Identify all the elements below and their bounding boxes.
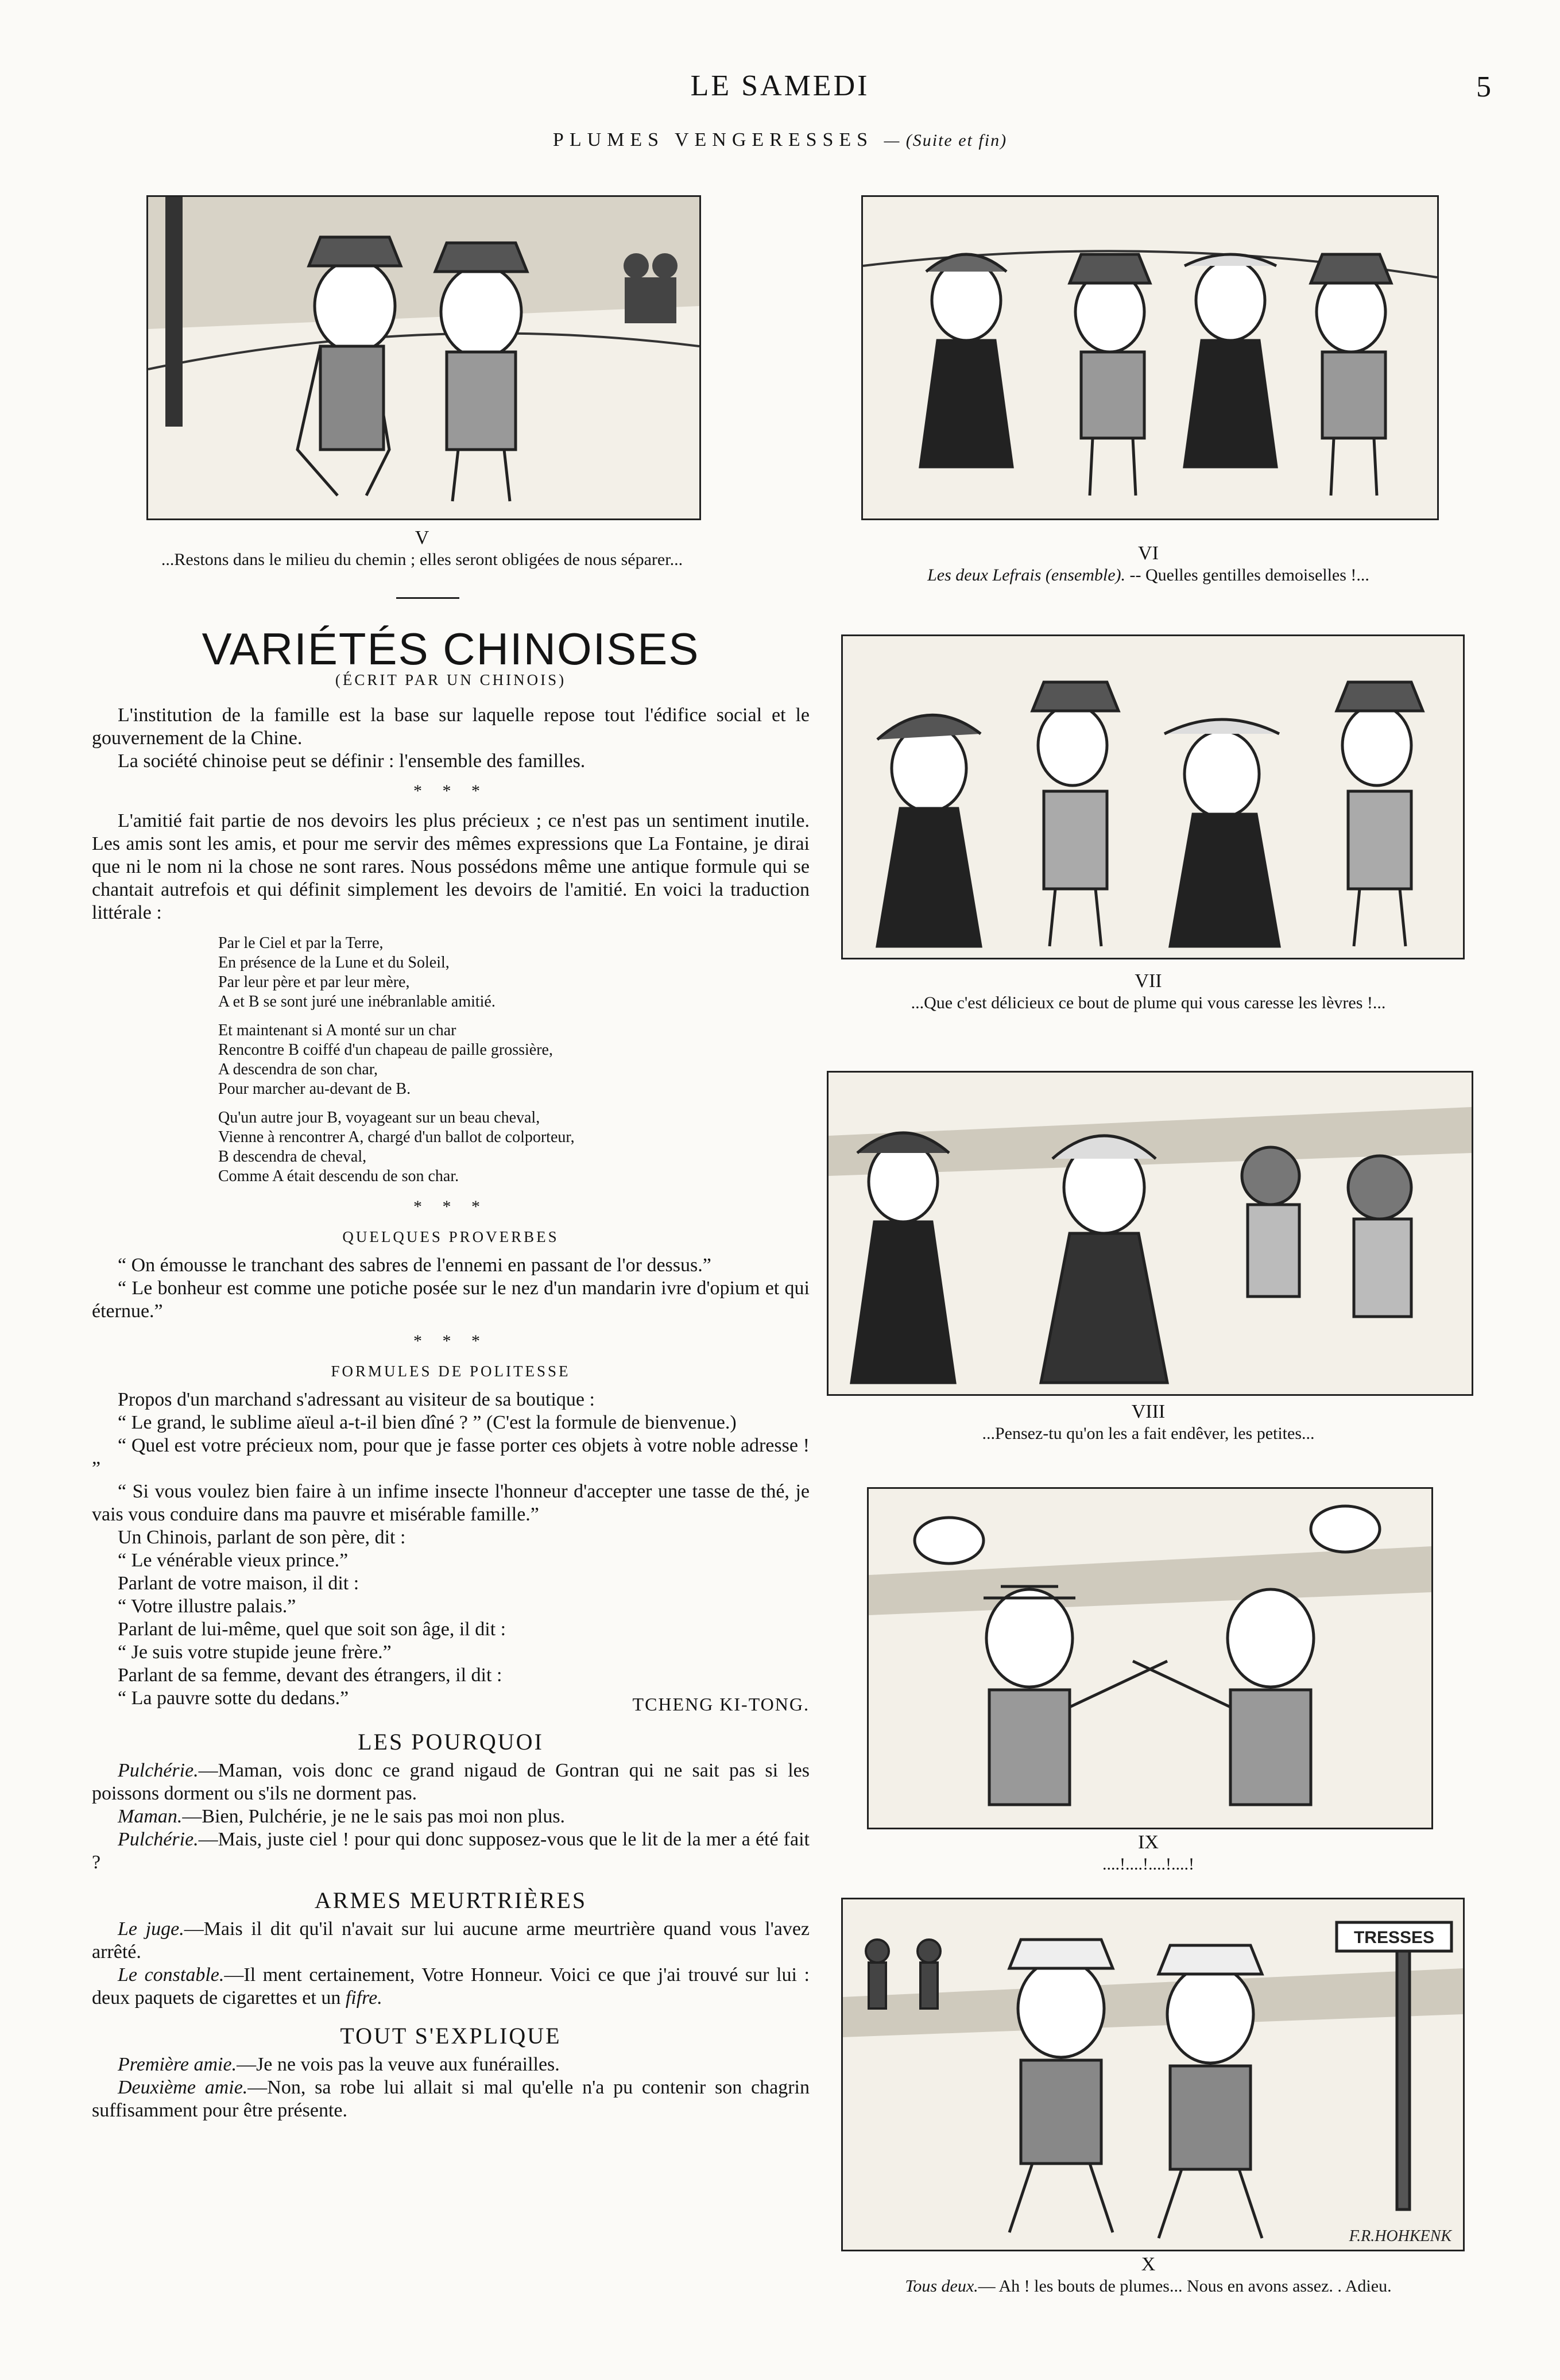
verse-line: Qu'un autre jour B, voyageant sur un beau cheval,	[218, 1109, 540, 1127]
panel-caption-text: ...Pensez-tu qu'on les a fait endêver, les petites...	[982, 1424, 1315, 1443]
paragraph: Propos d'un marchand s'adressant au visiteur de sa boutique :	[118, 1389, 595, 1410]
panel-caption-italic: Tous deux.	[905, 2277, 978, 2296]
speaker: Pulchérie.	[118, 1829, 199, 1850]
panel-viii-drawing	[829, 1073, 1472, 1394]
panel-caption-text: ...Que c'est délicieux ce bout de plume qui vous caresse les lèvres !...	[911, 993, 1386, 1012]
caption-panel-vi	[827, 543, 1470, 586]
panel-number: VII	[1135, 970, 1162, 992]
section-stars: * * *	[413, 1197, 488, 1216]
speaker: Première amie.	[118, 2054, 237, 2075]
panel-number: IX	[1138, 1832, 1159, 1853]
verse-line: Vienne à rencontrer A, chargé d'un ballot de colporteur,	[218, 1128, 575, 1146]
verse-line: Et maintenant si A monté sur un char	[218, 1021, 456, 1039]
verse-line: A et B se sont juré une inébranlable amitié.	[218, 993, 496, 1011]
speaker: Le constable.	[118, 1964, 224, 1986]
caption-panel-v	[92, 527, 752, 571]
paragraph: “ Votre illustre palais.”	[118, 1596, 296, 1617]
dialogue-end: fifre.	[345, 1987, 382, 2009]
dialogue-line	[92, 2076, 810, 2122]
proverbes-heading: QUELQUES PROVERBES	[342, 1228, 559, 1245]
paragraph: L'amitié fait partie de nos devoirs les plus précieux ; ce n'est pas un sentiment inutile. Les amis sont les amis, et pour me servir des mêmes expressions que La Fontaine, je dirai que ni le nom ni la chose ne sont rares. Nous possédons même une antique formule qui se chantait autrefois et qui définit simplement les devoirs de l'amitié. En voici la traduction littérale :	[92, 810, 810, 923]
dialogue-text: —Bien, Pulchérie, je ne le sais pas moi non plus.	[182, 1806, 566, 1827]
panel-caption-text: -- Quelles gentilles demoiselles !...	[1125, 566, 1369, 585]
paragraph: La société chinoise peut se définir : l'ensemble des familles.	[118, 750, 586, 772]
panel-caption-text: ...Restons dans le milieu du chemin ; elles seront obligées de nous séparer...	[161, 550, 683, 569]
paragraph: “ Le bonheur est comme une potiche posée sur le nez d'un mandarin ivre d'opium et qui éternue.”	[92, 1278, 810, 1322]
verse-line: B descendra de cheval,	[218, 1148, 367, 1166]
panel-ix-drawing	[869, 1489, 1431, 1828]
article-signature: TCHENG KI-TONG.	[632, 1694, 810, 1715]
section-stars: * * *	[413, 781, 488, 800]
article-byline: (ÉCRIT PAR UN CHINOIS)	[335, 671, 567, 688]
panel-caption-italic: Les deux Lefrais (ensemble).	[927, 566, 1126, 585]
speaker: Pulchérie.	[118, 1760, 199, 1781]
panel-x-drawing	[843, 1899, 1463, 2250]
verse-line: A descendra de son char,	[218, 1061, 378, 1078]
dialogue-line	[92, 1828, 810, 1874]
verse-stanza-3	[218, 1108, 810, 1186]
caption-panel-vii	[827, 970, 1470, 1014]
verse-line: Comme A était descendu de son char.	[218, 1167, 459, 1185]
dialogue-line	[92, 1964, 810, 2010]
article-title: VARIÉTÉS CHINOISES	[202, 624, 700, 674]
armes-heading: ARMES MEURTRIÈRES	[314, 1887, 587, 1913]
speaker: Maman.	[118, 1806, 183, 1827]
paragraph: Parlant de votre maison, il dit :	[118, 1573, 359, 1594]
dialogue-line	[92, 1759, 810, 1805]
dialogue-line	[92, 1805, 810, 1828]
explique-heading: TOUT S'EXPLIQUE	[340, 2023, 562, 2049]
panel-number: VI	[1138, 543, 1159, 564]
article-varietes-chinoises	[92, 624, 810, 2122]
panel-number: X	[1141, 2254, 1156, 2275]
paragraph: “ Si vous voulez bien faire à un infime insecte l'honneur d'accepter une tasse de thé, je vais vous conduire dans ma pauvre et misérable famille.”	[92, 1481, 810, 1525]
dialogue-line	[92, 1918, 810, 1964]
caption-panel-ix	[827, 1832, 1470, 1875]
verse-line: Rencontre B coiffé d'un chapeau de paille grossière,	[218, 1041, 553, 1059]
series-title-suffix: — (Suite et fin)	[884, 131, 1008, 150]
verse-line: En présence de la Lune et du Soleil,	[218, 954, 450, 972]
verse-line: Par le Ciel et par la Terre,	[218, 934, 384, 952]
paragraph: “ Quel est votre précieux nom, pour que je fasse porter ces objets à votre noble adresse ! ”	[92, 1435, 810, 1479]
paragraph: Parlant de sa femme, devant des étrangers, il dit :	[118, 1665, 502, 1686]
verse-stanza-2	[218, 1021, 810, 1099]
artist-signature: F.R.HOHKENK	[1349, 2227, 1451, 2245]
dialogue-text: —Je ne vois pas la veuve aux funérailles.	[237, 2054, 560, 2075]
panel-caption-text: — Ah ! les bouts de plumes... Nous en avons assez. . Adieu.	[978, 2277, 1392, 2296]
dialogue-text: —Il ment certainement, Votre Honneur. Voici ce que j'ai trouvé sur lui : deux paquets de cigarettes et un	[92, 1964, 810, 2009]
paragraph: “ On émousse le tranchant des sabres de l'ennemi en passant de l'or dessus.”	[118, 1255, 711, 1276]
paragraph: “ La pauvre sotte du dedans.”	[118, 1688, 349, 1709]
panel-caption-text: ....!....!....!....!	[1102, 1855, 1194, 1874]
newspaper-title: LE SAMEDI	[690, 69, 870, 102]
illustration-panel-v	[146, 195, 701, 520]
paragraph: Parlant de lui-même, quel que soit son âge, il dit :	[118, 1619, 506, 1640]
panel-v-drawing	[148, 197, 699, 518]
series-title-text: PLUMES VENGERESSES	[552, 129, 874, 150]
paragraph: L'institution de la famille est la base sur laquelle repose tout l'édifice social et le gouvernement de la Chine.	[92, 705, 810, 749]
dialogue-text: —Mais il dit qu'il n'avait sur lui aucune arme meurtrière quand vous l'avez arrêté.	[92, 1918, 810, 1963]
speaker: Le juge.	[118, 1918, 184, 1940]
page-number: 5	[1476, 71, 1491, 103]
paragraph: “ Le grand, le sublime aïeul a-t-il bien dîné ? ” (C'est la formule de bienvenue.)	[118, 1412, 737, 1433]
pourquoi-heading: LES POURQUOI	[358, 1729, 544, 1755]
speaker: Deuxième amie.	[118, 2077, 248, 2098]
verse-line: Pour marcher au-devant de B.	[218, 1080, 411, 1098]
paragraph: “ Je suis votre stupide jeune frère.”	[118, 1642, 392, 1663]
panel-number: VIII	[1131, 1401, 1166, 1422]
caption-panel-x	[827, 2254, 1470, 2297]
panel-vii-drawing	[843, 636, 1463, 958]
paragraph: Un Chinois, parlant de son père, dit :	[118, 1527, 406, 1548]
panel-vi-drawing	[863, 197, 1437, 518]
section-stars: * * *	[413, 1332, 488, 1350]
illustration-panel-ix	[867, 1487, 1433, 1829]
verse-stanza-1	[218, 934, 810, 1012]
verse-line: Par leur père et par leur mère,	[218, 973, 410, 991]
divider	[396, 597, 459, 599]
dialogue-text: —Non, sa robe lui allait si mal qu'elle n'a pu contenir son chagrin suffisamment pour être présente.	[92, 2077, 810, 2121]
dialogue-line	[92, 2053, 810, 2076]
dialogue-text: —Mais, juste ciel ! pour qui donc supposez-vous que le lit de la mer a été fait ?	[92, 1829, 810, 1873]
caption-panel-viii	[827, 1401, 1470, 1445]
panel-number: V	[415, 527, 429, 548]
series-title	[0, 129, 1560, 151]
illustration-panel-x	[841, 1898, 1465, 2251]
illustration-panel-vii	[841, 634, 1465, 959]
dialogue-text: —Maman, vois donc ce grand nigaud de Gontran qui ne sait pas si les poissons dorment ou s'ils ne dorment pas.	[92, 1760, 810, 1804]
illustration-panel-vi	[861, 195, 1439, 520]
politesse-heading: FORMULES DE POLITESSE	[331, 1363, 571, 1380]
signpost-text: TRESSES	[1353, 1928, 1435, 1947]
paragraph: “ Le vénérable vieux prince.”	[118, 1550, 349, 1571]
illustration-panel-viii	[827, 1071, 1473, 1396]
